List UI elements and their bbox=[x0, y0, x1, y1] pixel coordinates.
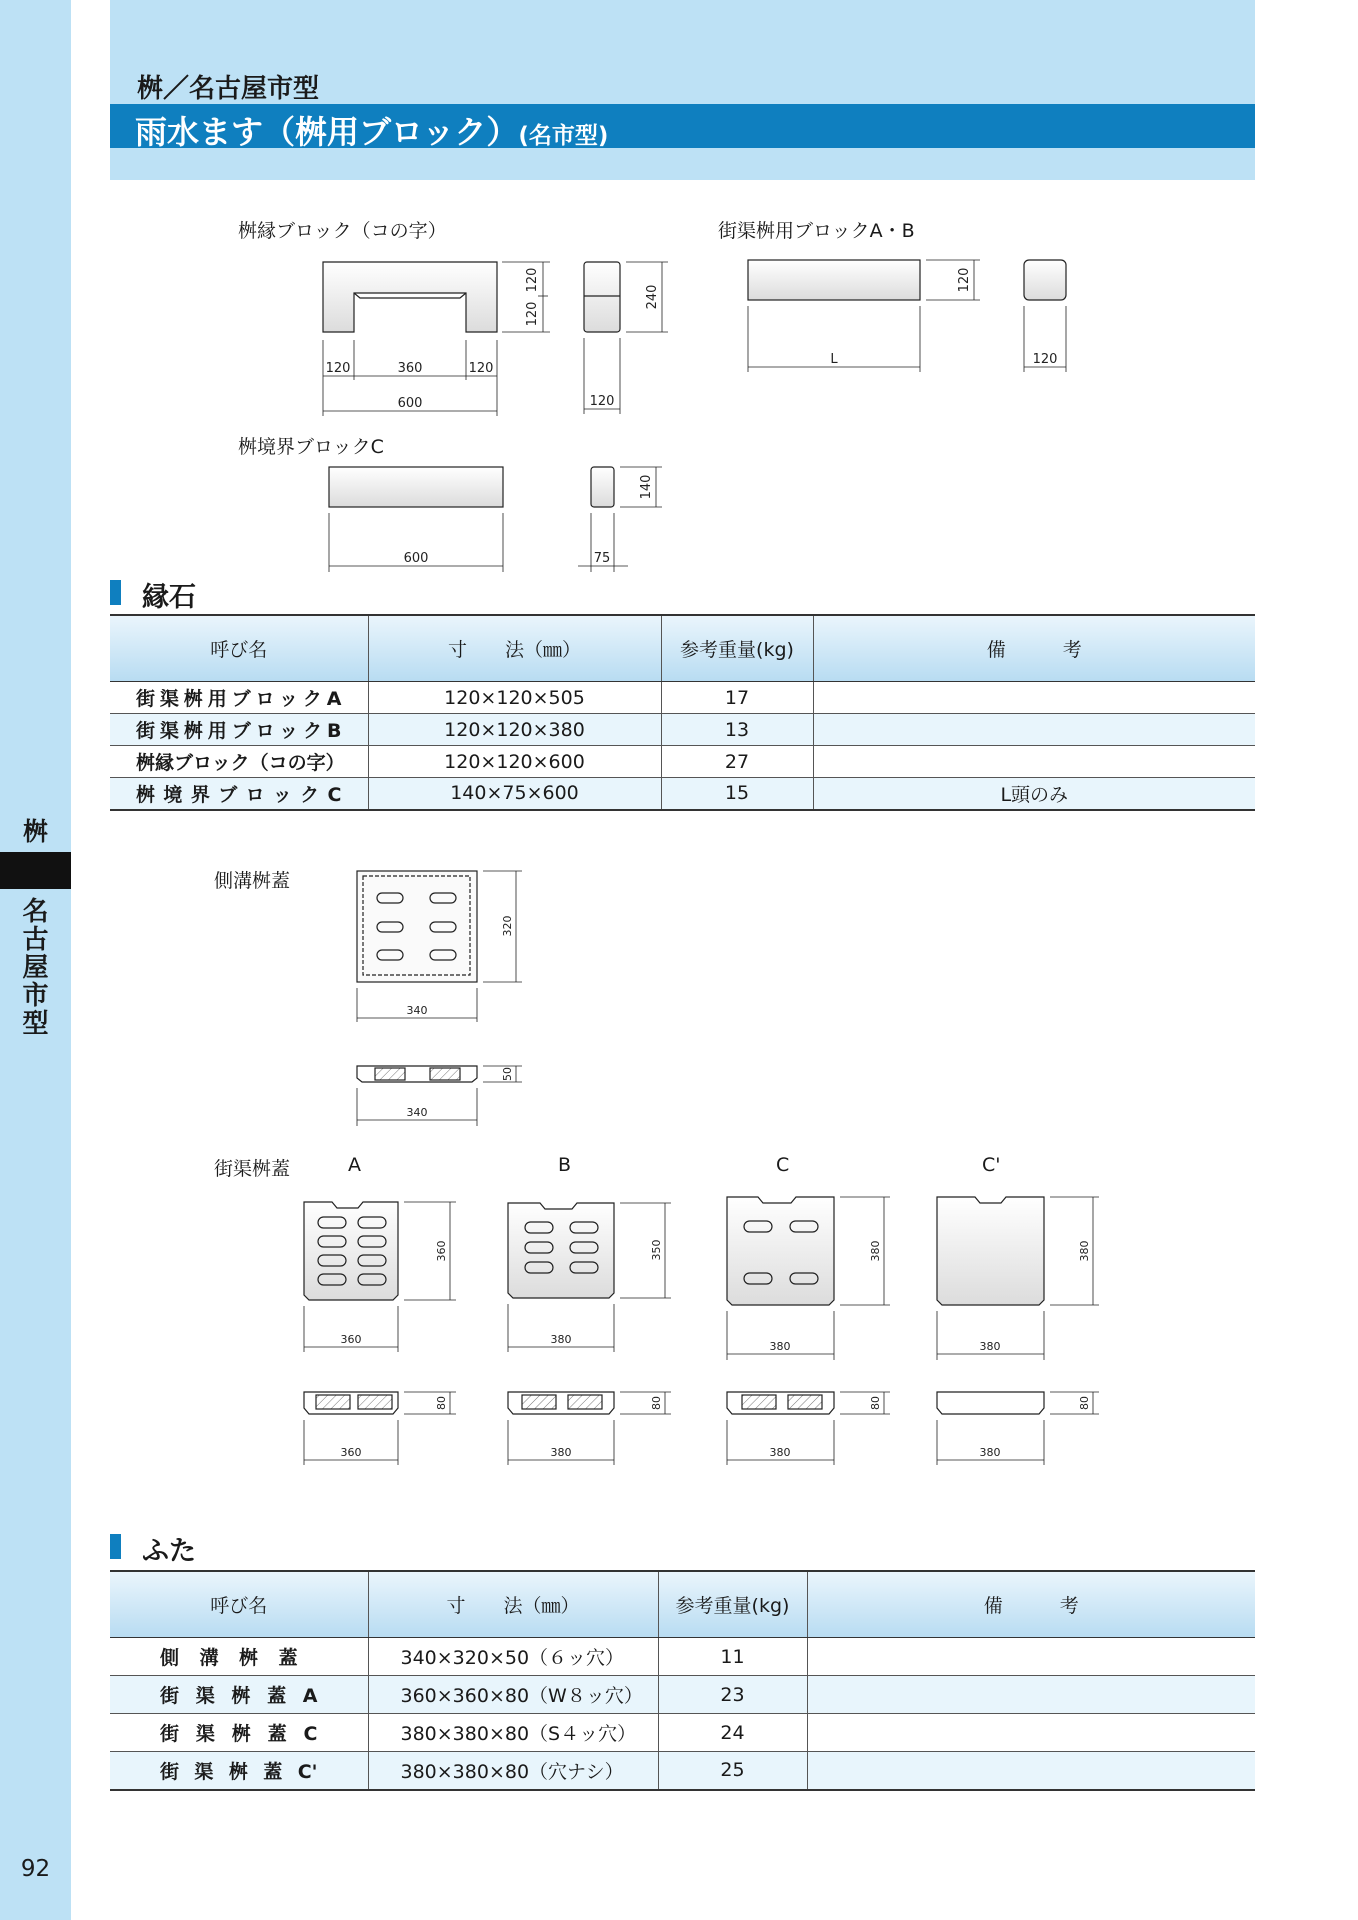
page-subtitle: 桝／名古屋市型 bbox=[137, 74, 320, 104]
dim-side-lid-height: 320 bbox=[501, 915, 514, 937]
curb-lid-c-prime-top bbox=[937, 1197, 1044, 1305]
table-row: 街渠桝用ブロックA 120×120×505 17 bbox=[110, 682, 1255, 714]
drawing-label-c-block: 桝境界ブロックC bbox=[238, 436, 384, 458]
header-size: 寸 法（㎜） bbox=[368, 1571, 658, 1638]
dim-c-length: 600 bbox=[403, 551, 429, 566]
table-row: 側溝桝蓋 340×320×50（６ッ穴） 11 bbox=[110, 1638, 1255, 1676]
section-marker bbox=[110, 1534, 121, 1559]
dim-lid-c-prime-width: 380 bbox=[979, 1340, 1001, 1353]
dim-lid-b-width: 380 bbox=[550, 1333, 572, 1346]
header-size: 寸 法（㎜） bbox=[368, 615, 661, 682]
curbstone-table bbox=[110, 614, 1255, 811]
ab-block-side bbox=[1024, 260, 1066, 300]
header-name: 呼び名 bbox=[110, 615, 368, 682]
c-block-front bbox=[329, 467, 503, 507]
lid-table bbox=[110, 1570, 1255, 1791]
curb-lid-c-top bbox=[727, 1197, 834, 1305]
dim-c-height: 140 bbox=[639, 474, 654, 500]
dim-u-depth: 120 bbox=[589, 394, 615, 409]
table-row: 街渠桝蓋A 360×360×80（W８ッ穴） 23 bbox=[110, 1676, 1255, 1714]
page-number: 92 bbox=[20, 1856, 51, 1882]
dim-lid-b-side-width: 380 bbox=[550, 1446, 572, 1459]
ab-block-front bbox=[748, 260, 920, 300]
dim-u-w3: 120 bbox=[468, 361, 494, 376]
dim-lid-c-thickness: 80 bbox=[869, 1396, 882, 1410]
dim-u-h1: 120 bbox=[525, 267, 540, 293]
dim-side-lid-thickness: 50 bbox=[501, 1067, 514, 1081]
curb-lid-a-top bbox=[304, 1202, 398, 1300]
dim-lid-c-prime-side-width: 380 bbox=[979, 1446, 1001, 1459]
u-block-side bbox=[584, 262, 620, 332]
sidebar-category: 桝 bbox=[22, 817, 48, 846]
dim-u-w2: 360 bbox=[397, 361, 423, 376]
dim-lid-c-prime-thickness: 80 bbox=[1078, 1396, 1091, 1410]
table-row: 街渠桝蓋C 380×380×80（S４ッ穴） 24 bbox=[110, 1714, 1255, 1752]
header-note: 備 考 bbox=[807, 1571, 1255, 1638]
table-row: 街渠桝用ブロックB 120×120×380 13 bbox=[110, 714, 1255, 746]
c-block-side bbox=[591, 467, 614, 507]
sidebar-subcategory: 名 古 屋 市 型 bbox=[22, 897, 49, 1039]
dim-lid-c-side-width: 380 bbox=[769, 1446, 791, 1459]
header-weight: 参考重量(kg) bbox=[658, 1571, 807, 1638]
dim-lid-b-height: 350 bbox=[650, 1239, 663, 1261]
dim-lid-c-width: 380 bbox=[769, 1340, 791, 1353]
curb-lid-b-top bbox=[508, 1203, 614, 1298]
dim-c-depth: 75 bbox=[593, 551, 611, 566]
dim-lid-a-side-width: 360 bbox=[340, 1446, 362, 1459]
section-marker bbox=[110, 580, 121, 605]
dim-side-lid-side-width: 340 bbox=[406, 1106, 428, 1119]
dim-ab-height: 120 bbox=[957, 267, 972, 293]
u-block-front bbox=[323, 262, 497, 332]
table-row: 桝縁ブロック（コの字） 120×120×600 27 bbox=[110, 746, 1255, 778]
dim-side-lid-width: 340 bbox=[406, 1004, 428, 1017]
dim-lid-a-thickness: 80 bbox=[435, 1396, 448, 1410]
dim-u-h-total: 240 bbox=[645, 284, 660, 310]
dim-lid-a-width: 360 bbox=[340, 1333, 362, 1346]
page-title: 雨水ます（桝用ブロック）(名市型) bbox=[135, 113, 609, 151]
table-row: 桝境界ブロックC 140×75×600 15 L頭のみ bbox=[110, 778, 1255, 810]
curb-lid-c-label: C bbox=[776, 1154, 790, 1176]
dim-ab-depth: 120 bbox=[1032, 352, 1058, 367]
dim-lid-c-prime-height: 380 bbox=[1078, 1240, 1091, 1262]
curb-lid-b-label: B bbox=[558, 1154, 572, 1176]
section-title: 縁石 bbox=[142, 582, 196, 613]
dim-u-w1: 120 bbox=[325, 361, 351, 376]
dim-ab-length: L bbox=[830, 352, 838, 367]
dim-u-total: 600 bbox=[397, 396, 423, 411]
drawing-label-u-block: 桝縁ブロック（コの字） bbox=[238, 220, 447, 242]
section-title: ふた bbox=[142, 1536, 196, 1567]
header-weight: 参考重量(kg) bbox=[661, 615, 813, 682]
curb-lid-c-prime-side bbox=[937, 1392, 1044, 1414]
dim-lid-b-thickness: 80 bbox=[650, 1396, 663, 1410]
header-note: 備 考 bbox=[813, 615, 1255, 682]
side-lid-top bbox=[357, 871, 477, 982]
dim-lid-a-height: 360 bbox=[435, 1240, 448, 1262]
curb-lid-c-prime-label: C' bbox=[982, 1154, 1001, 1176]
header-name: 呼び名 bbox=[110, 1571, 368, 1638]
curb-lid-a-label: A bbox=[348, 1154, 361, 1176]
table-row: 街渠桝蓋C' 380×380×80（穴ナシ） 25 bbox=[110, 1752, 1255, 1790]
drawing-label-side-lid: 側溝桝蓋 bbox=[214, 870, 291, 892]
dim-u-h2: 120 bbox=[525, 301, 540, 327]
drawing-label-ab-block: 街渠桝用ブロックA・B bbox=[718, 220, 915, 242]
drawing-label-curb-lid: 街渠桝蓋 bbox=[214, 1158, 291, 1180]
dim-lid-c-height: 380 bbox=[869, 1240, 882, 1262]
